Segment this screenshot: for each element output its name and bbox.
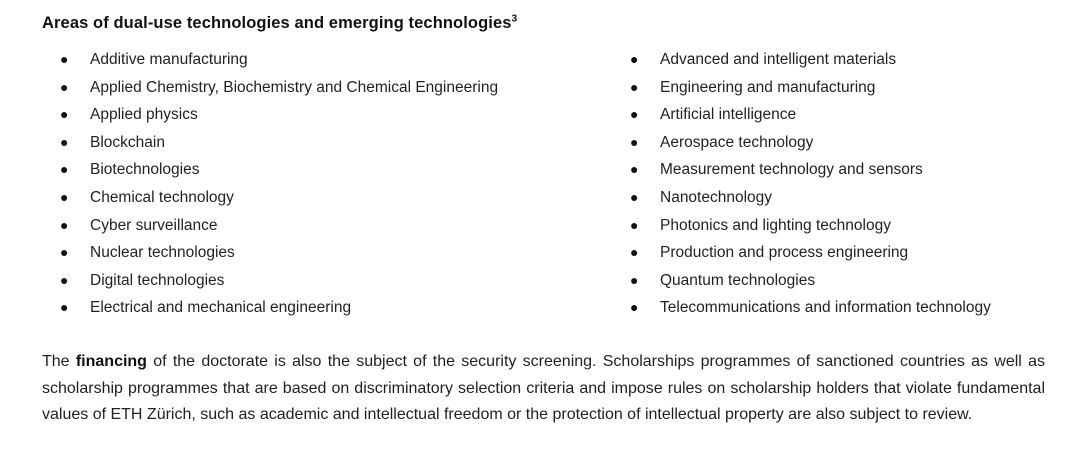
list-item <box>60 129 612 157</box>
tech-list-right <box>612 46 1044 322</box>
list-item <box>60 267 612 295</box>
list-item <box>630 239 1044 267</box>
list-item-label: Applied physics <box>90 106 198 124</box>
paragraph-prefix: The <box>42 352 76 370</box>
list-item-label: Electrical and mechanical engineering <box>90 299 352 317</box>
bullet-icon: ● <box>630 188 639 205</box>
list-item-label: Artificial intelligence <box>660 106 797 124</box>
bullet-icon: ● <box>630 106 639 123</box>
list-item <box>60 294 612 322</box>
list-item <box>630 129 1044 157</box>
list-item <box>630 212 1044 240</box>
list-item <box>60 239 612 267</box>
list-item-label: Advanced and intelligent materials <box>660 51 897 68</box>
list-item <box>630 184 1044 212</box>
bullet-icon: ● <box>60 271 69 288</box>
bullet-icon: ● <box>60 161 69 178</box>
list-item <box>60 101 612 129</box>
paragraph-bold-word: financing <box>75 352 147 370</box>
section-heading <box>42 14 1044 33</box>
bullet-icon: ● <box>630 133 639 150</box>
list-item-label: Applied Chemistry, Biochemistry and Chemical Engineering <box>90 78 499 96</box>
paragraph-rest: of the doctorate is also the subject of the security screening. Scholarships programmes of sanctioned countries as well as scholarship programmes that are based on discriminatory selection criteria and impose rules on scholarship holders that violate fundamental values of ETH Zürich, such as academic and intellectual freedom or the protection of intellectual property are also subject to review. <box>42 352 1046 424</box>
list-item <box>630 101 1044 129</box>
list-item-label: Quantum technologies <box>660 271 816 289</box>
list-item <box>630 294 1044 322</box>
list-item <box>630 267 1044 295</box>
list-item-label: Telecommunications and information technology <box>660 299 991 317</box>
list-item <box>60 46 612 74</box>
list-item-label: Production and process engineering <box>660 244 909 262</box>
bullet-icon: ● <box>60 188 69 205</box>
list-item-label: Nuclear technologies <box>90 244 235 262</box>
bullet-icon: ● <box>630 161 639 178</box>
list-item <box>630 74 1044 102</box>
list-item <box>60 184 612 212</box>
list-item-label: Biotechnologies <box>90 161 200 179</box>
list-item <box>60 74 612 102</box>
list-item-label: Additive manufacturing <box>90 51 248 68</box>
list-item-label: Blockchain <box>90 133 165 151</box>
list-item-label: Engineering and manufacturing <box>660 78 876 96</box>
bullet-icon: ● <box>630 299 639 316</box>
list-item <box>630 156 1044 184</box>
bullet-icon: ● <box>60 78 69 95</box>
list-item-label: Measurement technology and sensors <box>660 161 923 179</box>
list-item-label: Aerospace technology <box>660 133 814 151</box>
bullet-icon: ● <box>630 216 639 233</box>
bullet-icon: ● <box>60 216 69 233</box>
bullet-icon: ● <box>630 244 639 261</box>
bullet-icon: ● <box>60 244 69 261</box>
bullet-icon: ● <box>60 51 69 67</box>
bullet-icon: ● <box>630 51 639 67</box>
list-item-label: Cyber surveillance <box>90 216 218 234</box>
bullet-icon: ● <box>60 299 69 316</box>
list-item-label: Photonics and lighting technology <box>660 216 891 234</box>
bullet-icon: ● <box>630 271 639 288</box>
list-item-label: Chemical technology <box>90 188 234 206</box>
tech-list-left <box>42 46 612 322</box>
bullet-icon: ● <box>60 133 69 150</box>
list-item-label: Digital technologies <box>90 271 225 289</box>
list-item <box>60 156 612 184</box>
bullet-icon: ● <box>60 106 69 123</box>
financing-paragraph <box>42 349 1045 429</box>
section-heading-text: Areas of dual-use technologies and emerging technologies <box>42 14 512 32</box>
list-item <box>630 46 1044 74</box>
tech-list-columns <box>42 46 1044 322</box>
footnote-marker: 3 <box>511 13 518 25</box>
bullet-icon: ● <box>630 78 639 95</box>
list-item <box>60 212 612 240</box>
list-item-label: Nanotechnology <box>660 188 773 206</box>
